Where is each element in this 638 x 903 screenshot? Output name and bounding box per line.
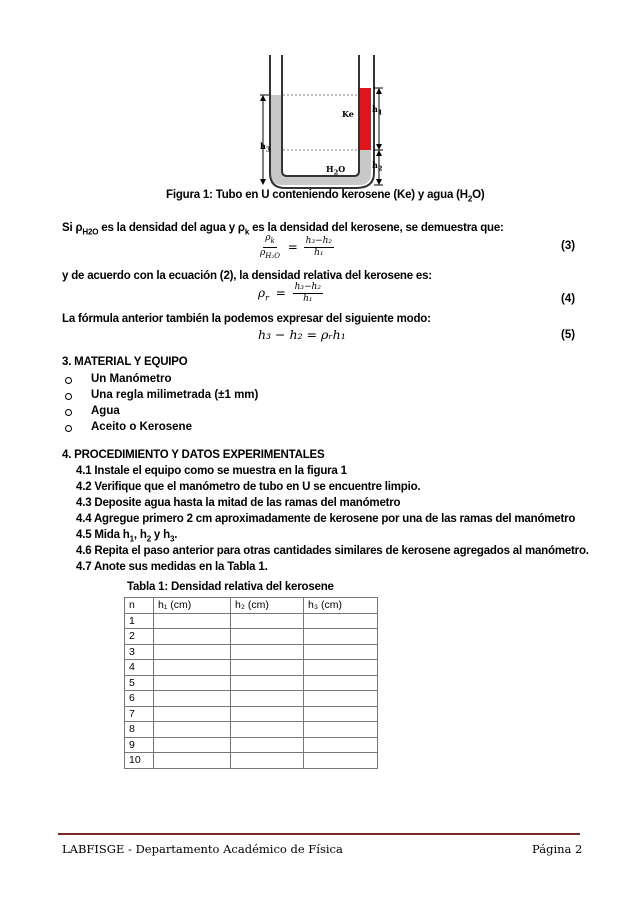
- table-row: [125, 675, 378, 691]
- table-cell-input[interactable]: [154, 722, 231, 738]
- table-cell-input[interactable]: [154, 675, 231, 691]
- intro-paragraph-3: La fórmula anterior también la podemos expresar del siguiente modo:: [62, 313, 431, 325]
- table-cell-input[interactable]: [231, 737, 304, 753]
- figure-caption: Figura 1: Tubo en U conteniendo kerosene (Ke) y agua $(H_2O)$: [166, 189, 485, 204]
- table-cell-input[interactable]: [231, 629, 304, 645]
- step-4-4: 4.4 Agregue primero 2 cm aproximadamente de kerosene por una de las ramas del manómetro: [76, 513, 576, 525]
- table-cell-input[interactable]: [304, 753, 378, 769]
- equation-5: h₃ − h₂ = ρᵣh₁: [258, 327, 346, 342]
- table-cell-input[interactable]: [231, 675, 304, 691]
- table-cell-input[interactable]: [231, 706, 304, 722]
- table-row: [125, 644, 378, 660]
- table-row: [125, 753, 378, 769]
- table-cell-input[interactable]: [304, 675, 378, 691]
- step-4-5: 4.5 Mida $h_1$, $h_2$ y $h_3$.: [76, 529, 178, 544]
- table-cell-input[interactable]: [231, 644, 304, 660]
- table-cell: 7: [125, 706, 154, 722]
- equation-3: $\frac{\rho_k}{\rho_{H_2O}}$ = $\frac{\text{h₃−h₂}}{\text{h₁}}$: [260, 233, 333, 260]
- intro-paragraph-1: Si $\rho_{H2O}$ es la densidad del agua y $\rho_k$ es la densidad del kerosene, se demuestra que:: [62, 222, 504, 237]
- table-row: [125, 660, 378, 676]
- table-cell-input[interactable]: [304, 660, 378, 676]
- table-row: [125, 691, 378, 707]
- table-cell: 5: [125, 675, 154, 691]
- table-cell: 8: [125, 722, 154, 738]
- step-4-3: 4.3 Deposite agua hasta la mitad de las ramas del manómetro: [76, 497, 401, 509]
- table-header-cell: h₁ (cm): [154, 598, 231, 614]
- table-cell-input[interactable]: [154, 737, 231, 753]
- table-cell-input[interactable]: [154, 753, 231, 769]
- step-4-7: 4.7 Anote sus medidas en la Tabla 1.: [76, 561, 268, 573]
- table-cell-input[interactable]: [154, 613, 231, 629]
- equation-3-number: (3): [561, 240, 576, 252]
- equation-4-number: (4): [561, 293, 576, 305]
- table-header-cell: h₂ (cm): [231, 598, 304, 614]
- footer-rule: [58, 833, 580, 835]
- label-h3: $h_3$: [260, 141, 271, 154]
- table-cell: 3: [125, 644, 154, 660]
- table-cell: 9: [125, 737, 154, 753]
- table-cell-input[interactable]: [231, 753, 304, 769]
- label-h1: $h_1$: [372, 104, 383, 117]
- footer-page-number: Página 2: [532, 842, 583, 856]
- table-cell-input[interactable]: [231, 613, 304, 629]
- u-tube-figure: [255, 55, 390, 190]
- table-cell-input[interactable]: [304, 613, 378, 629]
- table-cell-input[interactable]: [304, 737, 378, 753]
- label-water: $H_2O$: [326, 164, 346, 177]
- footer-left: LABFISGE - Departamento Académico de Física: [62, 842, 343, 856]
- table-cell-input[interactable]: [154, 644, 231, 660]
- table-cell-input[interactable]: [304, 629, 378, 645]
- step-4-2: 4.2 Verifique que el manómetro de tubo en U se encuentre limpio.: [76, 481, 421, 493]
- table-cell: 1: [125, 613, 154, 629]
- table-cell-input[interactable]: [304, 706, 378, 722]
- table-cell-input[interactable]: [154, 660, 231, 676]
- table-cell-input[interactable]: [304, 644, 378, 660]
- table-header-cell: h₃ (cm): [304, 598, 378, 614]
- section-4-title: 4. PROCEDIMIENTO Y DATOS EXPERIMENTALES: [62, 449, 325, 461]
- table-cell: 4: [125, 660, 154, 676]
- table-cell-input[interactable]: [154, 691, 231, 707]
- label-h2: $h_2$: [372, 160, 383, 173]
- step-4-1: 4.1 Instale el equipo como se muestra en la figura 1: [76, 465, 347, 477]
- table-header-row: [125, 598, 378, 614]
- table-cell: 2: [125, 629, 154, 645]
- equation-4: $\rho_r$ = $\frac{\text{h₃−h₂}}{\text{h₁}}$: [258, 282, 321, 304]
- table-row: [125, 613, 378, 629]
- table-cell-input[interactable]: [304, 691, 378, 707]
- table-cell-input[interactable]: [231, 691, 304, 707]
- table-cell-input[interactable]: [154, 706, 231, 722]
- table-cell-input[interactable]: [231, 722, 304, 738]
- table-row: [125, 629, 378, 645]
- label-ke: Ke: [342, 109, 354, 119]
- table-cell-input[interactable]: [304, 722, 378, 738]
- data-table: [124, 597, 378, 769]
- table-cell: 10: [125, 753, 154, 769]
- table-cell-input[interactable]: [154, 629, 231, 645]
- table-caption: Tabla 1: Densidad relativa del kerosene: [127, 581, 334, 593]
- table-header-cell: n: [125, 598, 154, 614]
- table-row: [125, 737, 378, 753]
- table-row: [125, 706, 378, 722]
- intro-paragraph-2: y de acuerdo con la ecuación (2), la densidad relativa del kerosene es:: [62, 270, 432, 282]
- kerosene-column: [359, 88, 371, 150]
- step-4-6: 4.6 Repita el paso anterior para otras cantidades similares de kerosene agregados al manómetro.: [76, 545, 589, 557]
- table-row: [125, 722, 378, 738]
- section-3-title: 3. MATERIAL Y EQUIPO: [62, 356, 188, 368]
- equation-5-number: (5): [561, 329, 576, 341]
- table-cell: 6: [125, 691, 154, 707]
- table-cell-input[interactable]: [231, 660, 304, 676]
